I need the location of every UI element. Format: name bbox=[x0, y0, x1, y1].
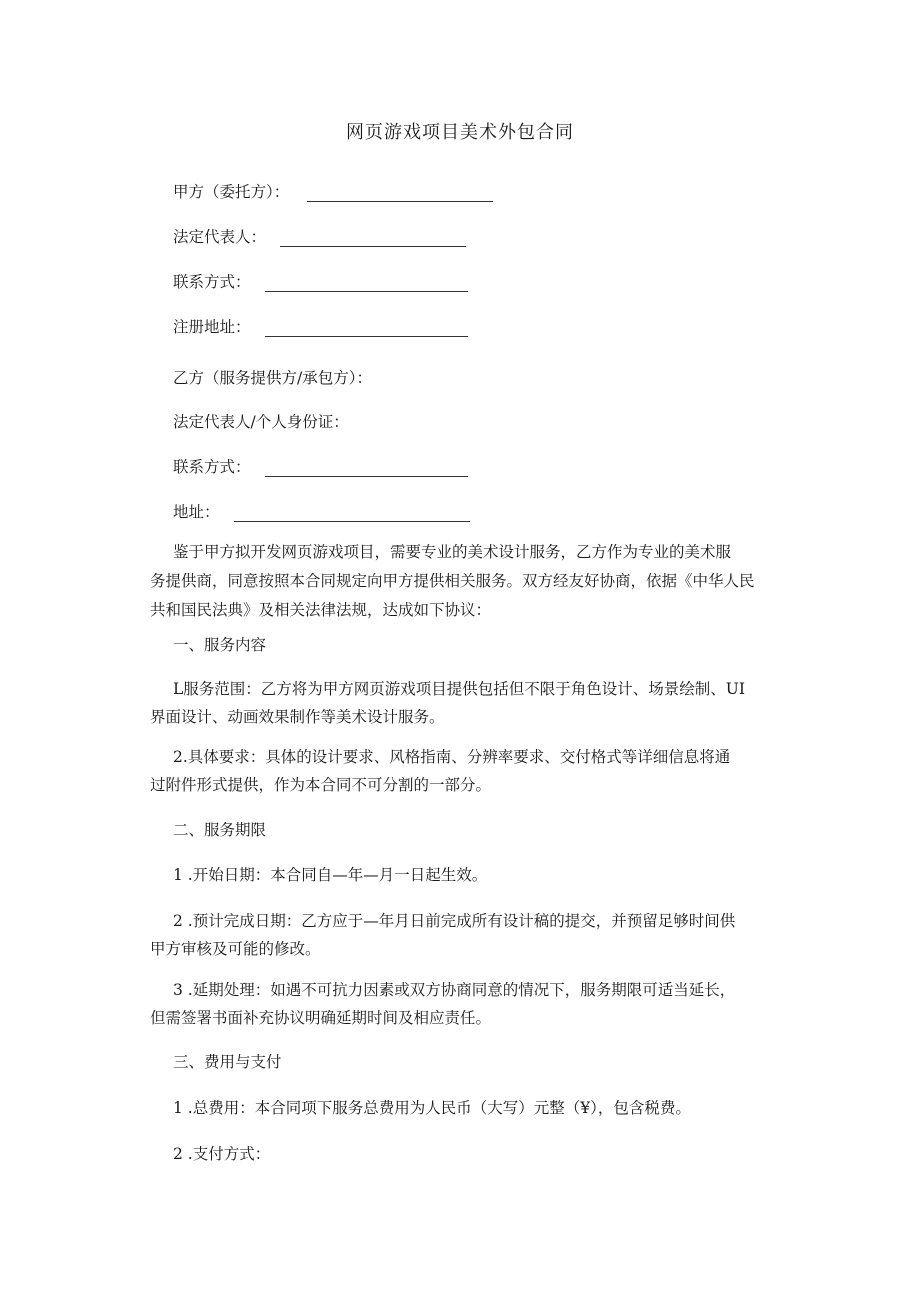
party-a-address-blank bbox=[265, 318, 468, 337]
party-a-address-line bbox=[173, 315, 468, 337]
party-b-line bbox=[173, 366, 372, 388]
party-b-address-label: 地址： bbox=[173, 503, 220, 521]
section-3-item-2: 2 .支付方式： bbox=[173, 1145, 271, 1163]
party-a-address-label: 注册地址： bbox=[173, 318, 251, 336]
party-b-rep-line bbox=[173, 410, 349, 432]
section-2-item-2-line-1: 2 .预计完成日期：乙方应于—年月日前完成所有设计稿的提交，并预留足够时间供 bbox=[173, 912, 736, 930]
party-a-rep-blank bbox=[280, 228, 466, 247]
party-a-line bbox=[173, 180, 493, 202]
page-title: 网页游戏项目美术外包合同 bbox=[346, 122, 574, 143]
section-3-item-1: 1 .总费用：本合同项下服务总费用为人民币（大写）元整（¥），包含税费。 bbox=[173, 1099, 691, 1117]
party-b-address-line bbox=[173, 500, 470, 522]
party-a-label: 甲方（委托方）： bbox=[173, 183, 290, 201]
preamble-line-2: 务提供商，同意按照本合同规定向甲方提供相关服务。双方经友好协商，依据《中华人民 bbox=[150, 572, 755, 590]
party-a-contact-line bbox=[173, 270, 468, 292]
party-a-contact-label: 联系方式： bbox=[173, 273, 251, 291]
party-b-label: 乙方（服务提供方/承包方）： bbox=[173, 369, 372, 387]
party-b-contact-label: 联系方式： bbox=[173, 458, 251, 476]
section-2-item-1: 1 .开始日期：本合同自—年—月一日起生效。 bbox=[173, 866, 488, 884]
section-2-item-3-line-1: 3 .延期处理：如遇不可抗力因素或双方协商同意的情况下，服务期限可适当延长， bbox=[173, 981, 736, 999]
party-b-rep-label: 法定代表人/个人身份证： bbox=[173, 413, 349, 431]
party-a-rep-line bbox=[173, 225, 466, 247]
party-a-blank bbox=[307, 183, 493, 202]
preamble-line-3: 共和国民法典》及相关法律法规，达成如下协议： bbox=[150, 601, 492, 619]
section-2-item-3-line-2: 但需签署书面补充协议明确延期时间及相应责任。 bbox=[150, 1009, 492, 1027]
section-1-item-1-line-2: 界面设计、动画效果制作等美术设计服务。 bbox=[150, 708, 445, 726]
section-1-item-2-line-1: 2.具体要求：具体的设计要求、风格指南、分辨率要求、交付格式等详细信息将通 bbox=[173, 748, 731, 766]
section-1-item-1-line-1: L服务范围：乙方将为甲方网页游戏项目提供包括但不限于角色设计、场景绘制、UI bbox=[173, 680, 745, 698]
party-a-rep-label: 法定代表人： bbox=[173, 228, 267, 246]
section-2-heading: 二、服务期限 bbox=[173, 821, 267, 839]
party-a-contact-blank bbox=[265, 273, 468, 292]
party-b-address-blank bbox=[234, 503, 470, 522]
section-3-heading: 三、费用与支付 bbox=[173, 1053, 282, 1071]
party-b-contact-blank bbox=[265, 458, 468, 477]
party-b-contact-line bbox=[173, 455, 468, 477]
section-1-heading: 一、服务内容 bbox=[173, 636, 267, 654]
section-1-item-2-line-2: 过附件形式提供，作为本合同不可分割的一部分。 bbox=[150, 776, 492, 794]
preamble-line-1: 鉴于甲方拟开发网页游戏项目，需要专业的美术设计服务，乙方作为专业的美术服 bbox=[173, 543, 732, 561]
section-2-item-2-line-2: 甲方审核及可能的修改。 bbox=[150, 940, 321, 958]
